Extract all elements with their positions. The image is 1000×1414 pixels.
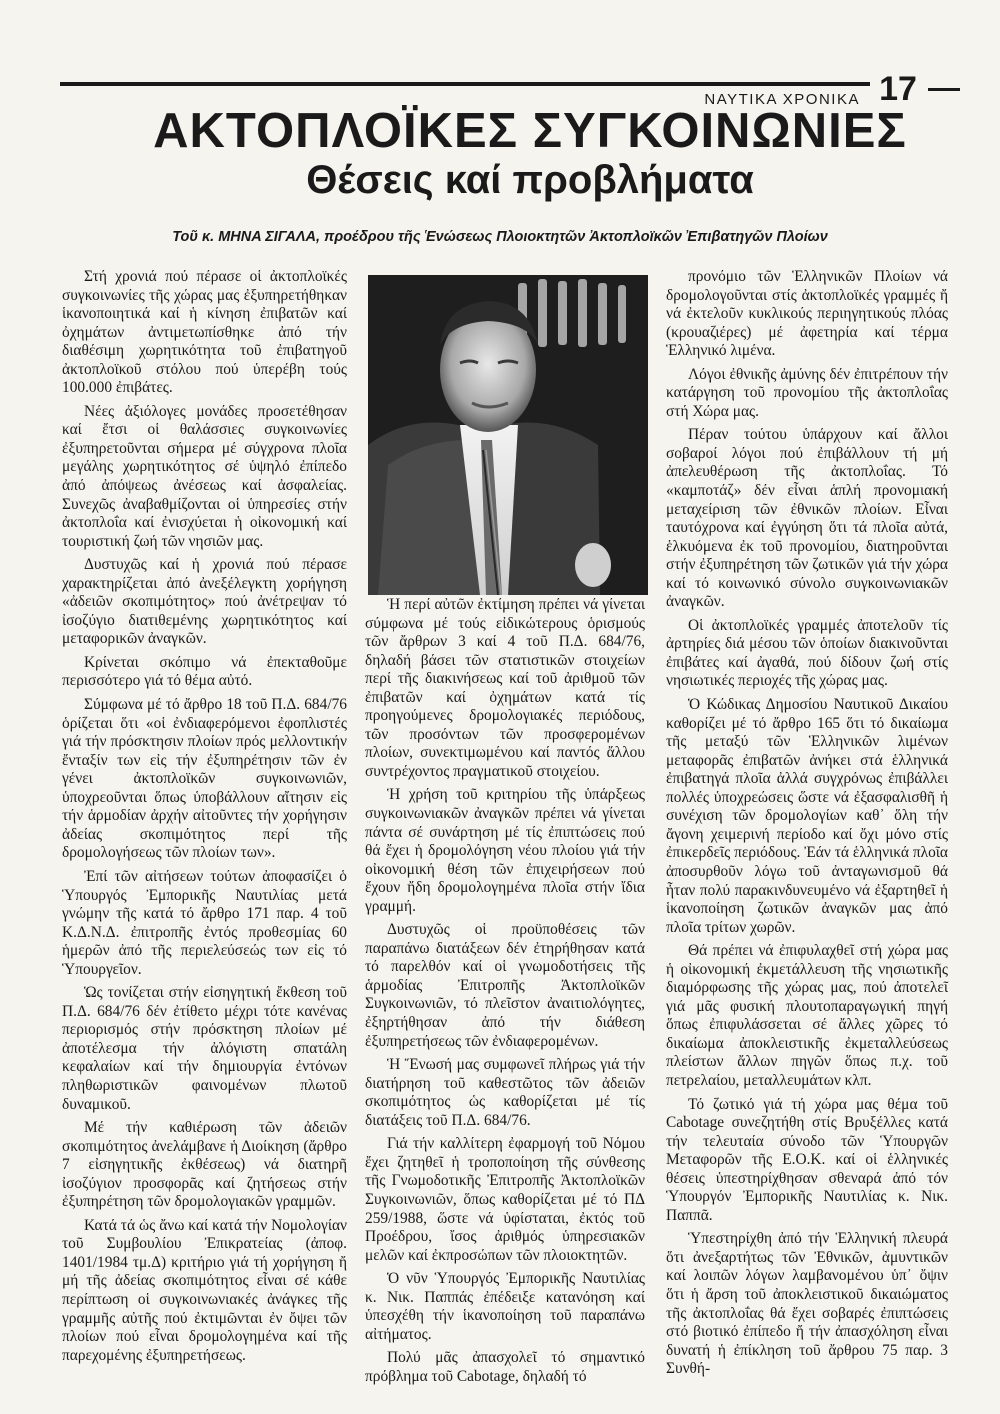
article-column-2	[365, 596, 645, 1391]
paragraph: Ἐπί τῶν αἰτήσεων τούτων ἀποφασίζει ὁ Ὑπουργός Ἐμπορικῆς Ναυτιλίας μετά γνώμην τῆς κατά τό ἄρθρο 171 παρ. 4 τοῦ Κ.Δ.Ν.Δ. ἐπιτροπῆς ἐντός προθεσμίας 60 ἡμερῶν ἀπό τῆς περιελεύσεώς των εἰς τό Ὑπουργεῖον.	[62, 867, 347, 978]
paragraph: Οἱ ἀκτοπλοϊκές γραμμές ἀποτελοῦν τίς ἀρτηρίες διά μέσου τῶν ὁποίων διακινοῦνται ἐπιβάτες καί ἀγαθά, πού δίδουν ζωή στίς νησιωτικές περιοχές τῆς χώρας μας.	[666, 616, 948, 690]
page-number: 17	[879, 70, 917, 108]
paragraph: Μέ τήν καθιέρωση τῶν ἀδειῶν σκοπιμότητος ἀνελάμβανε ἡ Διοίκηση (ἄρθρο 7 εἰσηγητικῆς ἐκθέσεως) νά διατηρῆ ἰσοζύγιον προσφορᾶς καί ζητήσεως στήν ἐξυπηρέτηση τῶν δρομολογιακῶν γραμμῶν.	[62, 1119, 347, 1211]
magazine-name: ΝΑΥΤΙΚΑ ΧΡΟΝΙΚΑ	[704, 91, 860, 108]
article-subtitle: Θέσεις καί προβλήματα	[306, 158, 754, 202]
paragraph: Γιά τήν καλλίτερη ἐφαρμογή τοῦ Νόμου ἔχει ζητηθεῖ ἡ τροποποίηση τῆς σύνθεσης τῆς Γνωμοδοτικῆς Ἐπιτροπῆς Ἀκτοπλοϊκῶν Συγκοινωνιῶν, ὅπως καθορίζεται μέ τό ΠΔ 259/1988, ὥστε νά ὑφίσταται, ἐκτός τοῦ Προέδρου, ἴσος ἀριθμός ὑπηρεσιακῶν μελῶν καί ἐκπροσώπων τῶν πλοιοκτητῶν.	[365, 1135, 645, 1264]
paragraph: Σύμφωνα μέ τό ἄρθρο 18 τοῦ Π.Δ. 684/76 ὁρίζεται ὅτι «οἱ ἐνδιαφερόμενοι ἐφοπλιστές γιά τήν πρόσκτησιν πλοίων πρός μελλοντικήν ἔνταξίν των εἰς τήν ἐξυπηρέτησιν τῶν ἐν γένει ἀκτοπλοϊκῶν συγκοινωνιῶν, ὑποχρεοῦνται ὅπως ὑποβάλλουν αἴτησιν εἰς τήν ἁρμοδίαν ἀρχήν αἰτοῦντες τήν χορήγησιν ἀδείας σκοπιμότητος περί τῆς δρομολογήσεως τῶν πλοίων των».	[62, 696, 347, 862]
paragraph: Τό ζωτικό γιά τή χώρα μας θέμα τοῦ Cabotage συνεζητήθη στίς Βρυξέλλες κατά τήν τελευταία σύνοδο τῶν Ὑπουργῶν Μεταφορῶν τῆς Ε.Ο.Κ. καί οἱ ἑλληνικές θέσεις ὑπεστηρίχθησαν σθεναρά ἀπό τόν Ὑπουργόν Ἐμπορικῆς Ναυτιλίας κ. Νικ. Παππᾶ.	[666, 1095, 948, 1224]
paragraph: Λόγοι ἐθνικῆς ἀμύνης δέν ἐπιτρέπουν τήν κατάργηση τοῦ προνομίου τῆς ἀκτοπλοΐας στή Χώρα μας.	[666, 365, 948, 420]
article-byline: Τοῦ κ. ΜΗΝΑ ΣΙΓΑΛΑ, προέδρου τῆς Ἑνώσεως Πλοιοκτητῶν Ἀκτοπλοϊκῶν Ἐπιβατηγῶν Πλοίων	[172, 229, 828, 245]
paragraph: Ἡ περί αὐτῶν ἐκτίμηση πρέπει νά γίνεται σύμφωνα μέ τούς εἰδικώτερους ὁρισμούς τῶν ἄρθρων 3 καί 4 τοῦ Π.Δ. 684/76, δηλαδή βάσει τῶν στατιστικῶν στοιχείων περί τῆς διακινήσεως καί τοῦ ἀριθμοῦ τῶν ἐπιβατῶν καί ὀχημάτων κατά τίς προηγούμενες δρομολογιακές περιόδους, τῶν προσόντων τῶν προσφερομένων πλοίων, συνεκτιμωμένου καί παντός ἄλλου συντρέχοντος πραγματικοῦ στοιχείου.	[365, 596, 645, 780]
header-rule-left	[60, 82, 870, 86]
paragraph: Δυστυχῶς οἱ προϋποθέσεις τῶν παραπάνω διατάξεων δέν ἐτηρήθησαν κατά τό παρελθόν καί οἱ γνωμοδοτήσεις τῆς ἁρμοδίας Ἐπιτροπῆς Ἀκτοπλοϊκῶν Συγκοινωνιῶν, τό πλεῖστον ἀναιτιολόγητες, ἐξηρτήθησαν ἀπό τήν διάθεση ἐξυπηρετήσεως τῶν ἐνδιαφερομένων.	[365, 921, 645, 1050]
header-rule-right	[928, 88, 960, 91]
paragraph: Πέραν τούτου ὑπάρχουν καί ἄλλοι σοβαροί λόγοι πού ἐπιβάλλουν τή μή ἀπελευθέρωση τῆς ἀκτοπλοΐας. Τό «καμποτάζ» δέν εἶναι ἁπλή προνομιακή μεταχείριση τῶν ἐθνικῶν πλοίων. Εἶναι ταυτόχρονα καί ἐγγύηση ὅτι τά πλοῖα αὐτά, ἑλκυόμενα ἐκ τοῦ προνομίου, διατηροῦνται στήν ἐξυπηρέτηση τῶν ζωτικῶν γιά τήν χώρα καί τό κοινωνικό σύνολο συγκοινωνιακῶν ἀναγκῶν.	[666, 426, 948, 611]
portrait-photo-drawing	[368, 275, 648, 595]
paragraph: Ὁ νῦν Ὑπουργός Ἐμπορικῆς Ναυτιλίας κ. Νικ. Παππάς ἐπέδειξε κατανόηση καί ὑπεσχέθη τήν ἱκανοποίηση τοῦ παραπάνω αἰτήματος.	[365, 1270, 645, 1343]
paragraph: Στή χρονιά πού πέρασε οἱ ἀκτοπλοϊκές συγκοινωνίες τῆς χώρας μας ἐξυπηρετήθηκαν ἱκανοποιητικά καί ἡ κίνηση ἐπιβατῶν καί ὀχημάτων ἀντιμετωπίσθηκε ἀπό τήν διαθέσιμη χωρητικότητα τοῦ ἐπιβατηγοῦ ἀκτοπλοϊκοῦ στόλου πού ὑπερέβη τούς 100.000 ἐπιβάτες.	[62, 268, 347, 397]
paragraph: Δυστυχῶς καί ἡ χρονιά πού πέρασε χαρακτηρίζεται ἀπό ἀνεξέλεγκτη χορήγηση «ἀδειῶν σκοπιμότητος» πού ἀνέτρεψαν τό ἰσοζύγιο διατιθεμένης χωρητικότητος καί μεταφορικῶν ἀναγκῶν.	[62, 556, 347, 648]
paragraph: Ὁ Κώδικας Δημοσίου Ναυτικοῦ Δικαίου καθορίζει μέ τό ἄρθρο 165 ὅτι τό δικαίωμα τῆς μεταξύ τῶν Ἑλληνικῶν λιμένων μεταφορᾶς ἐπιβατῶν ἀνήκει στά ἑλληνικά ἐπιβατηγά πλοῖα ἀλλά συγχρόνως ἐπιβάλλει πολλές ὑποχρεώσεις ὥστε νά ἐξασφαλισθῆ ἡ συνέχιση τῶν δρομολογίων καθ᾽ ὅλη τήν ἄγονη χειμερινή περίοδο καί ὄχι μόνο στίς ἐπικερδεῖς περιόδους. Ἐάν τά ἑλληνικά πλοῖα ἀποσυρθοῦν λόγω τοῦ ἀνταγωνισμοῦ θά ἦταν πολύ παρακινδυνευμένο νά ἐξαρτηθεῖ ἡ ἱκανοποίηση ζωτικῶν ἀναγκῶν μας ἀπό πλοῖα τρίτων χωρῶν.	[666, 696, 948, 936]
paragraph: Πολύ μᾶς ἀπασχολεῖ τό σημαντικό πρόβλημα τοῦ Cabotage, δηλαδή τό	[365, 1349, 645, 1385]
article-column-3	[666, 268, 948, 1384]
paragraph: Ὑπεστηρίχθη ἀπό τήν Ἑλληνική πλευρά ὅτι ἀνεξαρτήτως τῶν Ἐθνικῶν, ἀμυντικῶν καί λοιπῶν λόγων λαμβανομένου ὑπ᾽ ὄψιν ὅτι ἡ ἄρση τοῦ ἀποκλειστικοῦ δικαιώματος τῆς ἀκτοπλοΐας θά ἔχει σοβαρές ἐπιπτώσεις στό βιοτικό ἐπίπεδο ἤ τήν ἀπασχόληση εἶναι δυνατή ἡ ἐπίκληση τοῦ ἄρθρου 75 παρ. 3 Συνθή-	[666, 1230, 948, 1378]
paragraph: Ἡ χρήση τοῦ κριτηρίου τῆς ὑπάρξεως συγκοινωνιακῶν ἀναγκῶν πρέπει νά γίνεται πάντα σέ συνάρτηση μέ τίς ἐπιπτώσεις πού θά ἔχει ἡ δρομολόγηση νέου πλοίου γιά τήν οἰκονομική θέση τῶν ἐπιχειρήσεων πού ἔχουν ἤδη δρομολογημένα πλοῖα στήν ἴδια γραμμή.	[365, 786, 645, 915]
paragraph: προνόμιο τῶν Ἑλληνικῶν Πλοίων νά δρομολογοῦνται στίς ἀκτοπλοϊκές γραμμές ἤ νά ἐκτελοῦν κυκλικούς περιηγητικούς πλόας (κρουαζιέρες) μέ ἀφετηρία καί τέρμα Ἑλληνικό λιμένα.	[666, 268, 948, 360]
paragraph: Κρίνεται σκόπιμο νά ἐπεκταθοῦμε περισσότερο γιά τό θέμα αὐτό.	[62, 653, 347, 690]
article-column-1	[62, 268, 347, 1370]
paragraph: Ἡ Ἕνωσή μας συμφωνεῖ πλήρως γιά τήν διατήρηση τοῦ καθεστῶτος τῶν ἀδειῶν σκοπιμότητος ὡς καθορίζεται μέ τίς διατάξεις τοῦ Π.Δ. 684/76.	[365, 1056, 645, 1129]
paragraph: Θά πρέπει νά ἐπιφυλαχθεῖ στή χώρα μας ἡ οἰκονομική ἐκμετάλλευση τῆς νησιωτικῆς διαμόρφωσης τῆς χώρας μας, πού ἀποτελεῖ γιά μᾶς φυσική πλουτοπαραγωγική πηγή ὅπως ἐπιφυλάσσεται σέ ἄλλες χῶρες τό δικαίωμα ἀποκλειστικῆς ἐκμεταλλεύσεως πλείστων ἄλλων πηγῶν ὅπως π.χ. τοῦ πετρελαίου, μεταλλευμάτων κλπ.	[666, 942, 948, 1089]
portrait-photo	[368, 275, 648, 595]
paragraph: Κατά τά ὡς ἄνω καί κατά τήν Νομολογίαν τοῦ Συμβουλίου Ἐπικρατείας (ἀποφ. 1401/1984 τμ.Δ) κριτήριο γιά τή χορήγηση ἤ μή τῆς ἀδείας σκοπιμότητος εἶναι σέ κάθε περίπτωση οἱ συγκοινωνιακές ἀνάγκες τῆς γραμμῆς αὐτῆς πού ἐκτιμῶνται ἐν ὄψει τῶν πλοίων πού εἶναι δρομολογημένα καί τῆς παρεχομένης ἐξυπηρετήσεως.	[62, 1216, 347, 1364]
paragraph: Ὡς τονίζεται στήν εἰσηγητική ἔκθεση τοῦ Π.Δ. 684/76 δέν ἐτίθετο μέχρι τότε κανένας περιορισμός στήν πρόσκτηση πλοίων μέ ἀποτέλεσμα τήν ἀλόγιστη σπατάλη κεφαλαίων καί τήν δημιουργία ἐντόνων πληθωριστικῶν φαινομένων πλωτοῦ δυναμικοῦ.	[62, 984, 347, 1113]
paragraph: Νέες ἀξιόλογες μονάδες προσετέθησαν καί ἔτσι οἱ θαλάσσιες συγκοινωνίες ἐξυπηρετοῦνται σήμερα μέ σύγχρονα πλοῖα μεγάλης χωρητικότητος σέ ὑψηλό ἐπίπεδο ἀπό ἀπόψεως ἀνέσεως καί ἀσφαλείας. Συνεχῶς ἀναβαθμίζονται οἱ ὑπηρεσίες στήν ἀκτοπλοΐα καί ἐνισχύεται ἡ οἰκονομική καί τουριστική ζωή τῶν νησιῶν μας.	[62, 402, 347, 550]
article-title: ΑΚΤΟΠΛΟΪΚΕΣ ΣΥΓΚΟΙΝΩΝΙΕΣ	[153, 104, 907, 158]
